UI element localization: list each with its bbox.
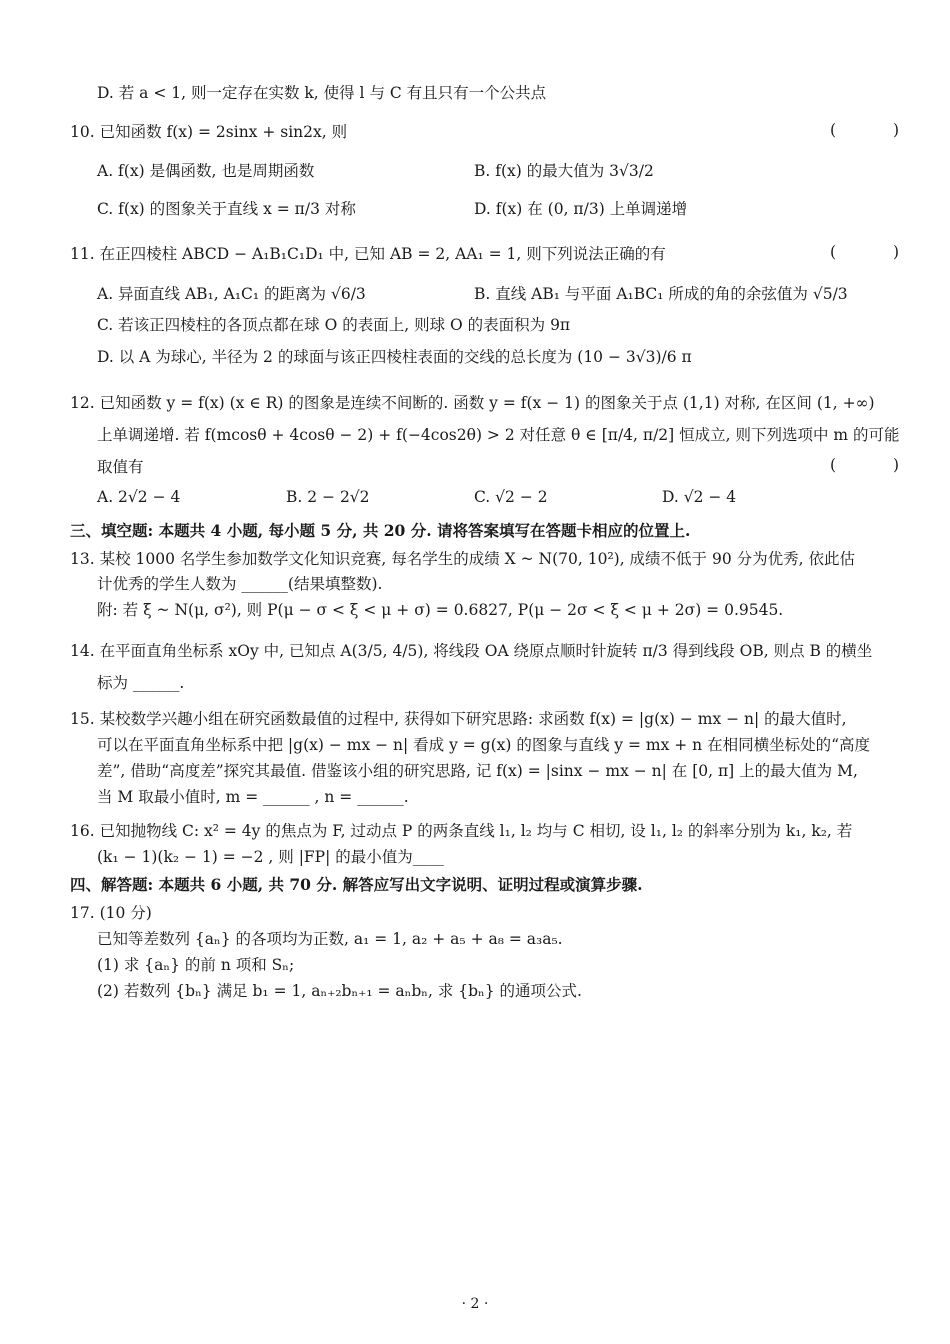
q10-option-a: A. f(x) 是偶函数, 也是周期函数 xyxy=(97,162,315,180)
q12-stem-line3: 取值有 xyxy=(97,458,144,476)
q12-answer-bracket: ( ) xyxy=(830,456,926,474)
q16-stem-line2: (k₁ − 1)(k₂ − 1) = −2 , 则 |FP| 的最小值为____ xyxy=(97,848,444,866)
q10-option-c: C. f(x) 的图象关于直线 x = π/3 对称 xyxy=(97,200,356,218)
q10-stem: 10. 已知函数 f(x) = 2sinx + sin2x, 则 xyxy=(70,123,348,141)
q17-header: 17. (10 分) xyxy=(70,904,152,922)
q12-option-b: B. 2 − 2√2 xyxy=(286,488,370,506)
q12-option-d: D. √2 − 4 xyxy=(662,488,737,506)
q14-stem-line2: 标为 ______. xyxy=(97,674,185,692)
q10-option-d: D. f(x) 在 (0, π/3) 上单调递增 xyxy=(474,200,688,218)
q11-option-a: A. 异面直线 AB₁, A₁C₁ 的距离为 √6/3 xyxy=(97,285,366,303)
q13-stem-line1: 13. 某校 1000 名学生参加数学文化知识竞赛, 每名学生的成绩 X ~ N(70, 10²), 成绩不低于 90 分为优秀, 依此估 xyxy=(70,550,855,568)
q12-stem-line2: 上单调递增. 若 f(mcosθ + 4cosθ − 2) + f(−4cos2θ) > 2 对任意 θ ∈ [π/4, π/2] 恒成立, 则下列选项中 m 的可能 xyxy=(97,426,900,444)
q14-stem-line1: 14. 在平面直角坐标系 xOy 中, 已知点 A(3/5, 4/5), 将线段 OA 绕原点顺时针旋转 π/3 得到线段 OB, 则点 B 的横坐 xyxy=(70,642,873,660)
section-fill-in-heading: 三、填空题: 本题共 4 小题, 每小题 5 分, 共 20 分. 请将答案填写在答题卡相应的位置上. xyxy=(70,521,691,540)
q11-option-d: D. 以 A 为球心, 半径为 2 的球面与该正四棱柱表面的交线的总长度为 (10 − 3√3)/6 π xyxy=(97,348,692,366)
q12-option-c: C. √2 − 2 xyxy=(474,488,548,506)
q11-option-b: B. 直线 AB₁ 与平面 A₁BC₁ 所成的角的余弦值为 √5/3 xyxy=(474,285,848,303)
q12-option-a: A. 2√2 − 4 xyxy=(97,488,181,506)
q15-stem-line2: 可以在平面直角坐标系中把 |g(x) − mx − n| 看成 y = g(x) 的图象与直线 y = mx + n 在相同横坐标处的“高度 xyxy=(97,736,871,754)
q11-stem: 11. 在正四棱柱 ABCD − A₁B₁C₁D₁ 中, 已知 AB = 2, AA₁ = 1, 则下列说法正确的有 xyxy=(70,245,666,263)
q17-part-1: (1) 求 {aₙ} 的前 n 项和 Sₙ; xyxy=(97,956,295,974)
q17-stem: 已知等差数列 {aₙ} 的各项均为正数, a₁ = 1, a₂ + a₅ + a₈ = a₃a₅. xyxy=(97,930,563,948)
q15-stem-line3: 差”, 借助“高度差”探究其最值. 借鉴该小组的研究思路, 记 f(x) = |sinx − mx − n| 在 [0, π] 上的最大值为 M, xyxy=(97,762,858,780)
section-solution-heading: 四、解答题: 本题共 6 小题, 共 70 分. 解答应写出文字说明、证明过程或演算步骤. xyxy=(70,875,643,894)
q13-stem-line2: 计优秀的学生人数为 ______(结果填整数). xyxy=(97,575,383,593)
q12-stem-line1: 12. 已知函数 y = f(x) (x ∈ R) 的图象是连续不间断的. 函数 y = f(x − 1) 的图象关于点 (1,1) 对称, 在区间 (1, +∞) xyxy=(70,394,875,412)
q13-appendix: 附: 若 ξ ~ N(μ, σ²), 则 P(μ − σ < ξ < μ + σ) = 0.6827, P(μ − 2σ < ξ < μ + 2σ) = 0.9545. xyxy=(97,601,784,619)
q9-option-d: D. 若 a < 1, 则一定存在实数 k, 使得 l 与 C 有且只有一个公共点 xyxy=(97,84,547,102)
q11-answer-bracket: ( ) xyxy=(830,243,926,261)
q16-stem-line1: 16. 已知抛物线 C: x² = 4y 的焦点为 F, 过动点 P 的两条直线 l₁, l₂ 均与 C 相切, 设 l₁, l₂ 的斜率分别为 k₁, k₂, 若 xyxy=(70,822,853,840)
q10-answer-bracket: ( ) xyxy=(830,121,926,139)
q11-option-c: C. 若该正四棱柱的各顶点都在球 O 的表面上, 则球 O 的表面积为 9π xyxy=(97,316,571,334)
q17-part-2: (2) 若数列 {bₙ} 满足 b₁ = 1, aₙ₊₂bₙ₊₁ = aₙbₙ, 求 {bₙ} 的通项公式. xyxy=(97,982,582,1000)
page-number: · 2 · xyxy=(461,1296,489,1312)
q10-option-b: B. f(x) 的最大值为 3√3/2 xyxy=(474,162,654,180)
q15-stem-line1: 15. 某校数学兴趣小组在研究函数最值的过程中, 获得如下研究思路: 求函数 f(x) = |g(x) − mx − n| 的最大值时, xyxy=(70,710,847,728)
q15-stem-line4: 当 M 取最小值时, m = ______ , n = ______. xyxy=(97,788,409,806)
